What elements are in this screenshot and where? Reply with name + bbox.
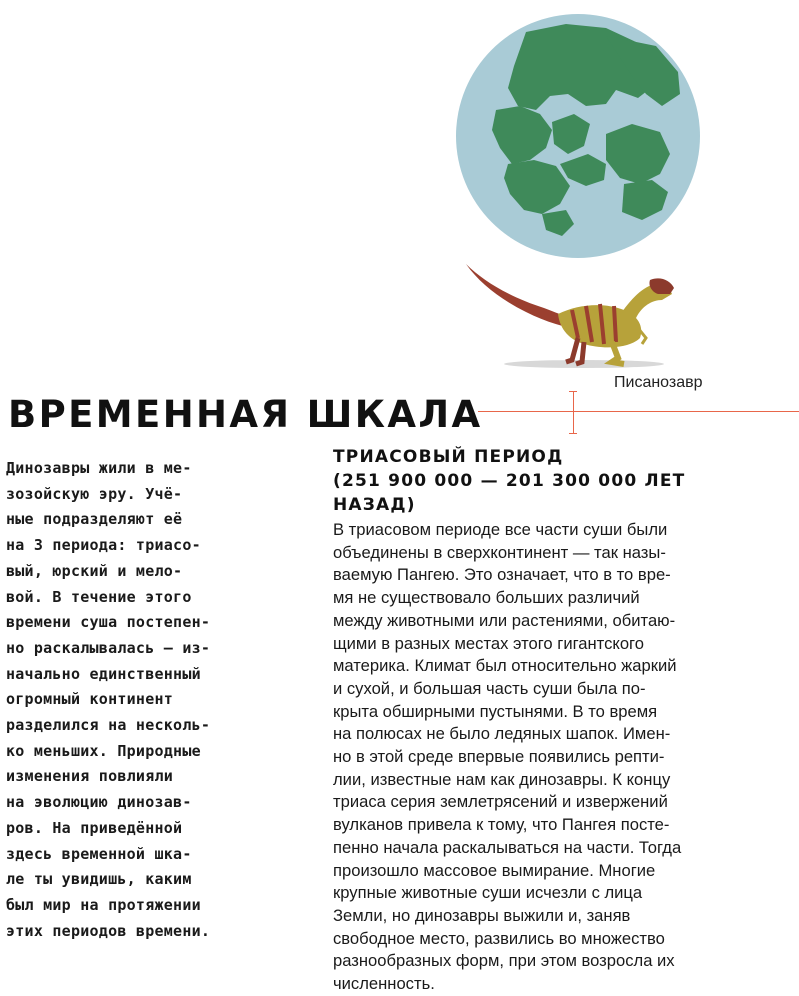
intro-line: здесь временной шка- bbox=[6, 844, 192, 863]
intro-line: этих периодов времени. bbox=[6, 921, 211, 940]
pisanosaurus-illustration bbox=[462, 258, 682, 374]
body-line: и сухой, и большая часть суши была по- bbox=[333, 678, 646, 698]
body-line: численность. bbox=[333, 974, 435, 994]
dinosaur-caption: Писанозавр bbox=[614, 374, 703, 391]
intro-line: на 3 периода: триасо- bbox=[6, 536, 201, 555]
body-line: пенно начала раскалываться на части. Тогда bbox=[333, 837, 682, 857]
intro-line: огромный континент bbox=[6, 690, 174, 709]
intro-line: начально единственный bbox=[6, 664, 201, 683]
timeline-tick bbox=[573, 391, 574, 433]
body-line: на полюсах не было ледяных шапок. Имен- bbox=[333, 724, 671, 744]
section-heading-line: ТРИАСОВЫЙ ПЕРИОД bbox=[333, 447, 564, 467]
section-heading-line: НАЗАД) bbox=[333, 495, 416, 515]
timeline-tick-cap-bottom bbox=[569, 433, 577, 434]
body-line: вулканов привела к тому, что Пангея посте- bbox=[333, 815, 670, 835]
intro-line: ле ты увидишь, каким bbox=[6, 870, 192, 889]
body-line: триаса серия землетрясений и извержений bbox=[333, 792, 668, 812]
body-line: мя не существовало больших различий bbox=[333, 588, 640, 608]
intro-line: зозойскую эру. Учё- bbox=[6, 484, 183, 503]
body-line: В триасовом периоде все части суши были bbox=[333, 520, 668, 539]
body-line: разнообразных форм, при этом возросла их bbox=[333, 951, 675, 971]
body-line: свободное место, развились во множество bbox=[333, 928, 665, 948]
body-line: объединены в сверхконтинент — так назы- bbox=[333, 542, 666, 562]
intro-line: вой. В течение этого bbox=[6, 587, 192, 606]
section-heading bbox=[333, 445, 685, 517]
intro-line: ров. На приведённой bbox=[6, 818, 183, 837]
intro-line: вый, юрский и мело- bbox=[6, 561, 183, 580]
body-line: щими в разных местах этого гигантского bbox=[333, 633, 644, 653]
section-body bbox=[333, 519, 773, 996]
intro-line: ные подразделяют её bbox=[6, 510, 183, 529]
section-heading-line: (251 900 000 — 201 300 000 ЛЕТ bbox=[333, 471, 686, 491]
page-title: ВРЕМЕННАЯ ШКАЛА bbox=[8, 393, 483, 436]
intro-line: времени суша постепен- bbox=[6, 613, 211, 632]
intro-line: Динозавры жили в ме- bbox=[6, 459, 192, 477]
body-line: Земли, но динозавры выжили и, заняв bbox=[333, 905, 631, 925]
intro-paragraph bbox=[6, 456, 270, 944]
body-line: ваемую Пангею. Это означает, что в то вре- bbox=[333, 565, 671, 585]
body-line: произошло массовое вымирание. Многие bbox=[333, 860, 656, 880]
pangea-globe-illustration bbox=[456, 14, 700, 258]
intro-line: разделился на несколь- bbox=[6, 716, 211, 735]
intro-line: ко меньших. Природные bbox=[6, 741, 201, 760]
intro-line: на эволюцию динозав- bbox=[6, 793, 192, 812]
body-line: лии, известные нам как динозавры. К концу bbox=[333, 769, 671, 789]
timeline-tick-cap-top bbox=[569, 391, 577, 392]
body-line: материка. Климат был относительно жаркий bbox=[333, 656, 677, 676]
intro-line: был мир на протяжении bbox=[6, 895, 201, 914]
body-line: между животными или растениями, обитаю- bbox=[333, 610, 676, 630]
timeline-line bbox=[478, 411, 799, 412]
intro-line: но раскалывалась — из- bbox=[6, 638, 211, 657]
body-line: но в этой среде впервые появились репти- bbox=[333, 747, 665, 767]
intro-line: изменения повлияли bbox=[6, 767, 174, 786]
body-line: крыта обширными пустынями. В то время bbox=[333, 701, 658, 721]
body-line: крупные животные суши исчезли с лица bbox=[333, 883, 643, 903]
